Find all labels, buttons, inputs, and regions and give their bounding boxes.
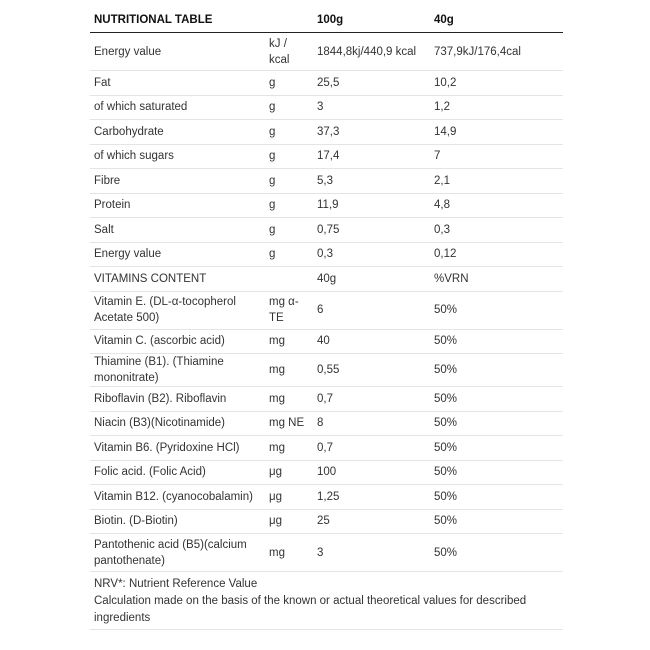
nutrient-name: Fat bbox=[94, 76, 111, 89]
value-per-100g: 37,3 bbox=[317, 125, 340, 138]
nutrient-name: Folic acid. (Folic Acid) bbox=[94, 466, 206, 479]
nutrient-name: Energy value bbox=[94, 248, 162, 261]
value-per-100g: 1844,8kj/440,9 kcal bbox=[317, 45, 417, 58]
table-row bbox=[90, 291, 563, 329]
header-nutritional-table: NUTRITIONAL TABLE bbox=[90, 8, 265, 33]
nutrient-unit: mg bbox=[269, 335, 285, 348]
value-per-100g: 0,3 bbox=[317, 248, 333, 261]
value-per-100g: 25,5 bbox=[317, 76, 340, 89]
nutrient-unit: kJ / kcal bbox=[269, 37, 290, 66]
nutrient-unit: mg bbox=[269, 392, 285, 405]
nutrient-unit: g bbox=[269, 150, 276, 163]
value-per-40g: 2,1 bbox=[434, 174, 450, 187]
table-row bbox=[90, 169, 563, 194]
table-row bbox=[90, 144, 563, 169]
nutrient-name: of which saturated bbox=[94, 101, 188, 114]
value-per-40g: 10,2 bbox=[434, 76, 457, 89]
value-per-40g: 50% bbox=[434, 546, 458, 559]
value-per-40g: 50% bbox=[434, 490, 458, 503]
nutrient-unit: g bbox=[269, 199, 276, 212]
table-row bbox=[90, 509, 563, 534]
nutrient-unit: μg bbox=[269, 490, 283, 503]
value-per-100g: 5,3 bbox=[317, 174, 333, 187]
nutrient-name: Vitamin C. (ascorbic acid) bbox=[94, 335, 225, 348]
nutrient-unit: mg bbox=[269, 364, 285, 376]
nutrient-unit: mg NE bbox=[269, 417, 305, 430]
nutrient-unit: g bbox=[269, 223, 276, 236]
nutrient-name: Salt bbox=[94, 223, 114, 236]
nutrient-unit bbox=[265, 267, 313, 292]
header-40g: 40g bbox=[430, 8, 563, 33]
nutrient-unit: g bbox=[269, 76, 276, 89]
table-row bbox=[90, 120, 563, 145]
table-header-row bbox=[90, 8, 563, 33]
table-row bbox=[90, 436, 563, 461]
table-row bbox=[90, 387, 563, 412]
value-per-40g: 4,8 bbox=[434, 199, 450, 212]
value-per-100g: 40 bbox=[317, 335, 330, 348]
nutrient-unit: g bbox=[269, 101, 276, 114]
nutrition-table bbox=[90, 8, 563, 572]
nutrient-name: Biotin. (D-Biotin) bbox=[94, 515, 178, 528]
nutrient-name: Niacin (B3)(Nicotinamide) bbox=[94, 417, 226, 430]
nutrient-name: Thiamine (B1). (Thiamine mononitrate) bbox=[94, 356, 224, 384]
value-per-40g: 14,9 bbox=[434, 125, 457, 138]
calculation-note: Calculation made on the basis of the known or actual theoretical values for described ingredients bbox=[94, 595, 527, 624]
value-per-40g: 737,9kJ/176,4cal bbox=[434, 45, 521, 58]
table-row bbox=[90, 411, 563, 436]
value-per-100g: 1,25 bbox=[317, 490, 340, 503]
table-row bbox=[90, 534, 563, 572]
value-per-40g: %VRN bbox=[434, 272, 469, 285]
nutrient-name: Vitamin E. (DL-α-tocopherol Acetate 500) bbox=[94, 296, 236, 324]
value-per-40g: 0,3 bbox=[434, 223, 450, 236]
value-per-100g: 3 bbox=[317, 546, 324, 559]
nutrient-name: Vitamin B12. (cyanocobalamin) bbox=[94, 490, 253, 503]
nutrient-name: Pantothenic acid (B5)(calcium pantothenate) bbox=[94, 538, 247, 567]
table-row bbox=[90, 193, 563, 218]
value-per-100g: 8 bbox=[317, 417, 324, 430]
value-per-40g: 1,2 bbox=[434, 101, 450, 114]
value-per-40g: 50% bbox=[434, 466, 458, 479]
header-100g: 100g bbox=[313, 8, 430, 33]
nutrient-name: VITAMINS CONTENT bbox=[94, 272, 207, 285]
header-unit bbox=[265, 8, 313, 33]
value-per-100g: 17,4 bbox=[317, 150, 340, 163]
nutrient-name: Fibre bbox=[94, 174, 121, 187]
value-per-100g: 11,9 bbox=[317, 199, 339, 212]
nrv-note: NRV*: Nutrient Reference Value bbox=[94, 578, 258, 590]
value-per-100g: 25 bbox=[317, 515, 330, 528]
value-per-100g: 0,75 bbox=[317, 223, 340, 236]
table-row bbox=[90, 485, 563, 510]
nutrient-unit: μg bbox=[269, 466, 283, 479]
table-body bbox=[90, 33, 563, 572]
value-per-40g: 50% bbox=[434, 304, 458, 316]
value-per-100g: 40g bbox=[317, 272, 337, 285]
value-per-40g: 50% bbox=[434, 441, 458, 454]
nutrient-name: Riboflavin (B2). Riboflavin bbox=[94, 392, 227, 405]
table-row bbox=[90, 71, 563, 96]
nutrient-name: Vitamin B6. (Pyridoxine HCl) bbox=[94, 441, 240, 454]
value-per-100g: 0,7 bbox=[317, 441, 333, 454]
value-per-40g: 50% bbox=[434, 335, 458, 348]
value-per-100g: 3 bbox=[317, 101, 324, 114]
table-footer bbox=[90, 572, 563, 630]
value-per-40g: 0,12 bbox=[434, 248, 457, 261]
nutrient-unit: mg α-TE bbox=[269, 296, 299, 324]
nutrient-unit: mg bbox=[269, 441, 285, 454]
nutrient-name: of which sugars bbox=[94, 150, 174, 163]
nutrient-unit: mg bbox=[269, 546, 285, 559]
nutrition-panel bbox=[90, 8, 563, 630]
value-per-40g: 7 bbox=[434, 150, 441, 163]
nutrient-unit: μg bbox=[269, 515, 283, 528]
nutrient-unit: g bbox=[269, 125, 276, 138]
table-row bbox=[90, 460, 563, 485]
value-per-40g: 50% bbox=[434, 364, 458, 376]
table-row bbox=[90, 33, 563, 71]
table-row bbox=[90, 242, 563, 267]
nutrient-unit: g bbox=[269, 174, 276, 187]
table-row bbox=[90, 267, 563, 292]
value-per-100g: 100 bbox=[317, 466, 337, 479]
nutrient-unit: g bbox=[269, 248, 276, 261]
value-per-100g: 0,55 bbox=[317, 364, 340, 376]
value-per-40g: 50% bbox=[434, 417, 458, 430]
nutrient-name: Protein bbox=[94, 199, 131, 212]
table-row bbox=[90, 329, 563, 354]
value-per-40g: 50% bbox=[434, 515, 458, 528]
value-per-100g: 6 bbox=[317, 304, 324, 316]
table-row bbox=[90, 218, 563, 243]
table-row bbox=[90, 95, 563, 120]
nutrient-name: Energy value bbox=[94, 45, 162, 58]
table-row bbox=[90, 354, 563, 387]
value-per-40g: 50% bbox=[434, 392, 458, 405]
nutrient-name: Carbohydrate bbox=[94, 125, 164, 138]
value-per-100g: 0,7 bbox=[317, 392, 333, 405]
